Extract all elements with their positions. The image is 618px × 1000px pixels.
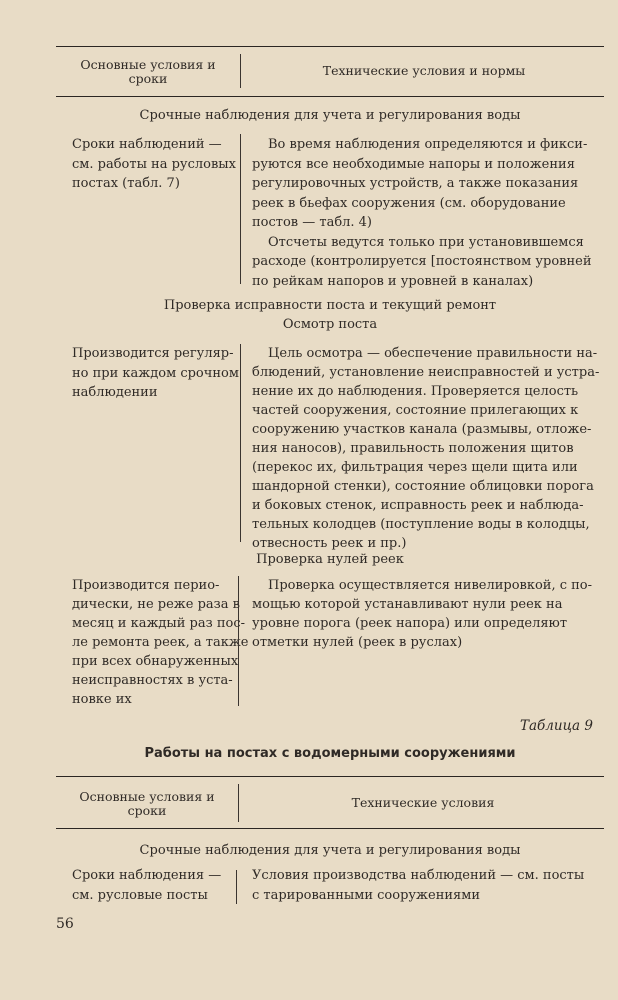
section-left-cell (72, 344, 240, 403)
section-right-cell (252, 576, 602, 652)
text-line: месяц и каждый раз пос- (72, 616, 246, 631)
text-line: см. русловые посты (72, 888, 208, 903)
header-left-line-2: сроки (127, 803, 167, 818)
column-divider (240, 134, 241, 284)
section-right-cell (252, 135, 602, 291)
text-line: Цель осмотра — обеспечение правильности на- (268, 346, 598, 361)
text-line: руются все необходимые напоры и положения (252, 156, 575, 172)
table1-header-bottom-rule (56, 96, 604, 97)
text-line: но при каждом срочном (72, 365, 239, 381)
section-title: Проверка исправности поста и текущий ремонт (163, 298, 497, 313)
text-line: наблюдении (72, 385, 158, 400)
text-line: Отсчеты ведутся только при установившемся (268, 234, 584, 250)
text-line: регулировочных устройств, а также показания (252, 176, 579, 191)
header-left-line-1: Основные условия и (79, 789, 215, 804)
column-divider (238, 576, 239, 706)
text-line: частей сооружения, состояние прилегающих к (252, 403, 579, 418)
text-line: с тарированными сооружениями (252, 888, 481, 903)
page-number: 56 (56, 916, 74, 932)
section-title: Проверка нулей реек (256, 552, 404, 567)
section-left-cell (72, 866, 240, 906)
section-right-cell (252, 866, 602, 906)
section-right-cell (252, 344, 602, 553)
text-line: ния наносов), правильность положения щитов (252, 441, 574, 456)
text-line: отвесность реек и пр.) (252, 536, 407, 551)
table1-header-left (58, 58, 238, 86)
text-line: при всех обнаруженных (72, 654, 239, 669)
section-left-cell (72, 135, 240, 194)
text-line: (перекос их, фильтрация через щели щита или (252, 460, 578, 475)
text-line: Проверка осуществляется нивелировкой, с по- (268, 578, 593, 593)
header-left-line-1: Основные условия и (80, 57, 216, 72)
text-line: и боковых стенок, исправность реек и наблюда- (252, 498, 584, 513)
text-line: Условия производства наблюдений — см. посты (252, 868, 585, 883)
text-line: новке их (72, 692, 132, 707)
text-line: см. работы на русловых (72, 156, 236, 172)
table2-header-bottom-rule (56, 828, 604, 829)
table2-header-right: Технические условия (351, 795, 495, 810)
text-line: ле ремонта реек, а также (72, 635, 249, 650)
text-line: тельных колодцев (поступление воды в колодцы, (252, 517, 590, 532)
text-line: мощью которой устанавливают нули реек на (252, 597, 563, 612)
column-divider (240, 344, 241, 542)
text-line: отметки нулей (реек в руслах) (252, 635, 463, 650)
text-line: Производится перио- (72, 578, 220, 593)
text-line: Во время наблюдения определяются и фикси- (268, 137, 588, 152)
table-title: Работы на постах с водомерными сооружениями (144, 746, 516, 761)
table1-header-right: Технические условия и нормы (322, 63, 526, 78)
section-left-cell (72, 576, 249, 709)
text-line: уровне порога (реек напора) или определяют (252, 616, 568, 631)
section-title: Срочные наблюдения для учета и регулирования воды (139, 108, 521, 123)
text-line: по рейкам напоров и уровней в каналах) (252, 273, 534, 289)
text-line: расходе (контролируется [постоянством уровней (252, 254, 592, 269)
table2-header-divider (238, 784, 239, 822)
text-line: постах (табл. 7) (72, 176, 180, 191)
text-line: сооружению участков канала (размывы, отложе- (252, 422, 592, 437)
text-line: реек в бьефах сооружения (см. оборудование (252, 195, 566, 211)
text-line: блюдений, установление неисправностей и устра- (252, 365, 600, 380)
text-line: дически, не реже раза в (72, 597, 240, 612)
text-line: Сроки наблюдения — (72, 868, 222, 883)
section-title: Срочные наблюдения для учета и регулирования воды (139, 843, 521, 858)
table2-header-left (58, 790, 236, 818)
text-line: шандорной стенки), состояние облицовки порога (252, 479, 594, 494)
table2-top-rule (56, 776, 604, 777)
text-line: неисправностях в уста- (72, 673, 233, 688)
text-line: Сроки наблюдений — (72, 137, 222, 152)
text-line: нение их до наблюдения. Проверяется целость (252, 384, 579, 399)
header-left-line-2: сроки (128, 71, 168, 86)
text-line: постов — табл. 4) (252, 215, 373, 230)
text-line: Производится регуляр- (72, 346, 234, 361)
table-caption: Таблица 9 (520, 718, 593, 734)
table1-header-divider (240, 54, 241, 88)
subsection-title: Осмотр поста (282, 317, 378, 332)
table1-top-rule (56, 46, 604, 47)
column-divider (236, 870, 237, 904)
